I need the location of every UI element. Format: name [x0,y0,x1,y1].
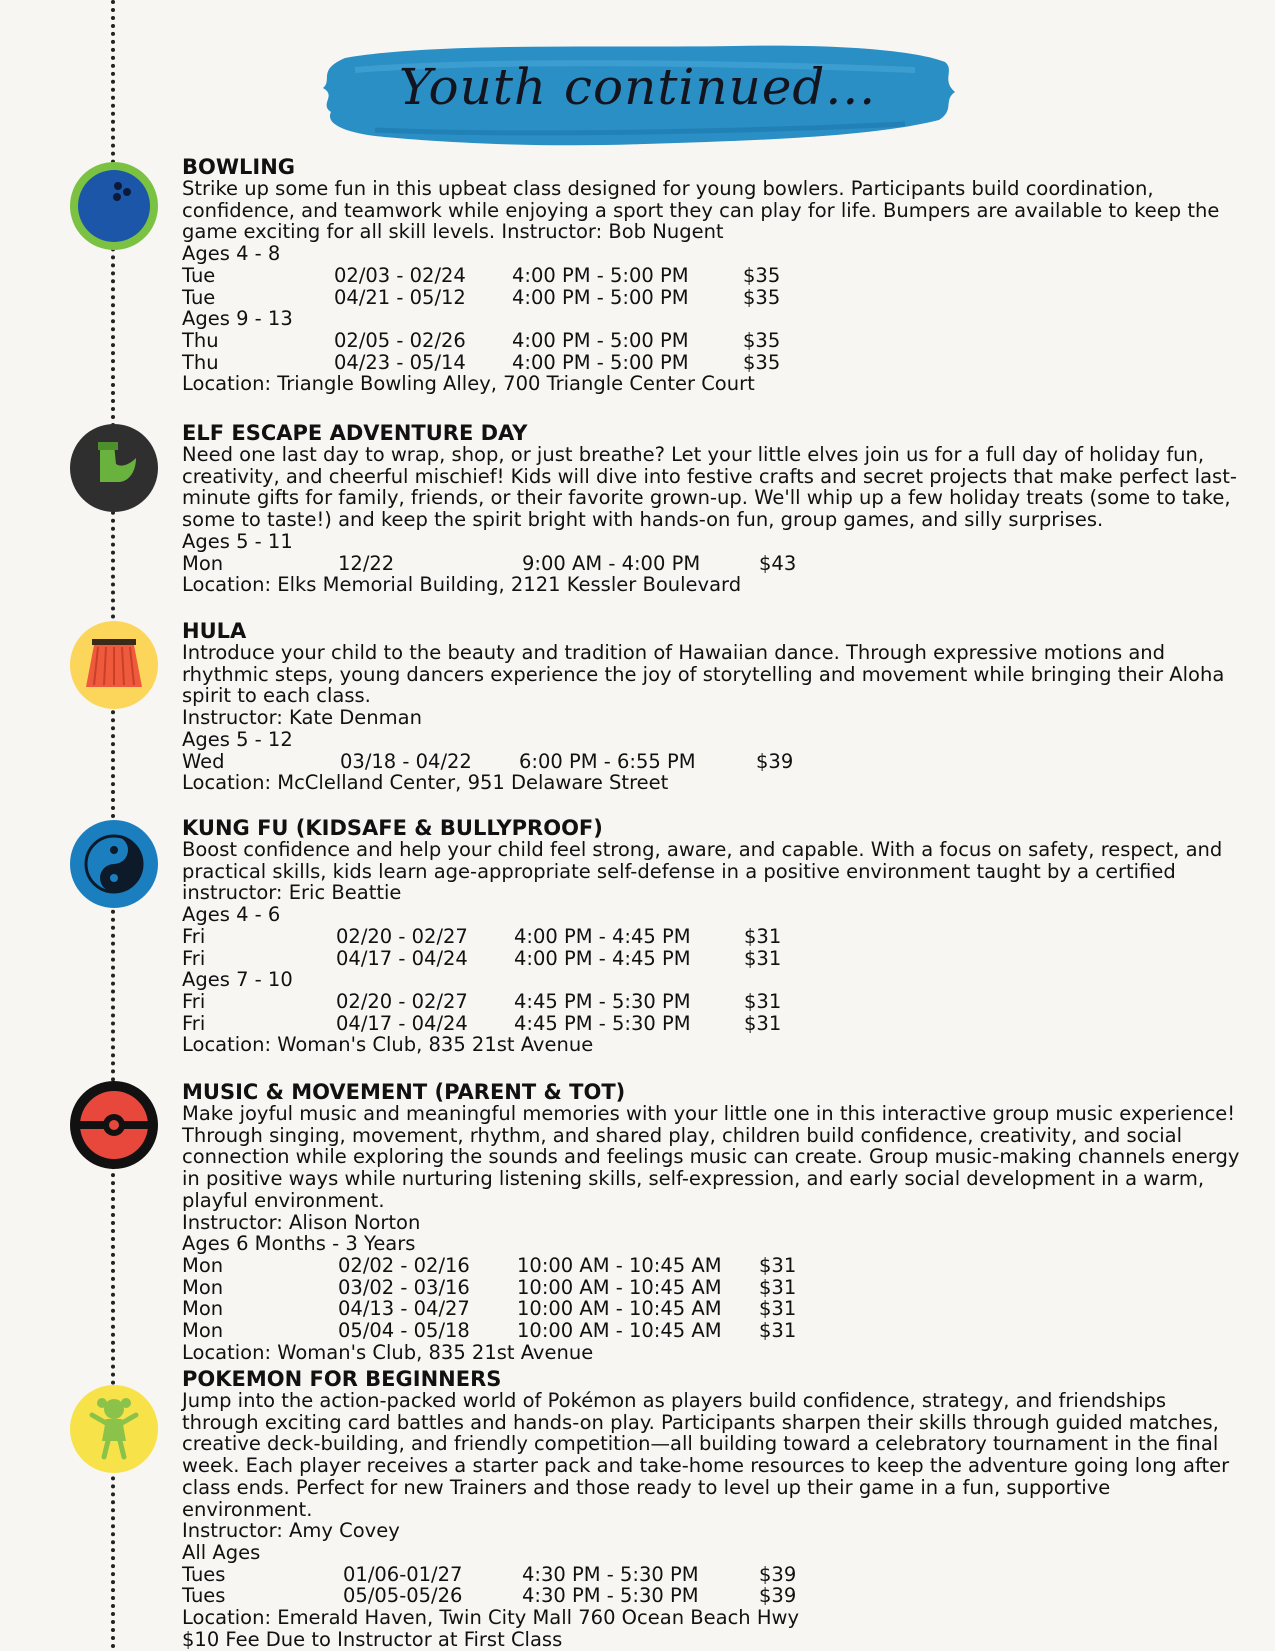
day: Mon [182,551,224,575]
class-bowling [182,156,1242,395]
dates: 02/03 - 02/24 [334,263,466,287]
schedule-row [182,751,1242,773]
dates: 01/06-01/27 [343,1562,463,1586]
banner-title: Youth continued... [398,58,877,116]
elf-boot-icon [70,424,158,512]
time: 6:00 PM - 6:55 PM [519,749,696,773]
price: $31 [759,1253,797,1277]
class-pokemon [182,1368,1242,1650]
price: $31 [759,1318,797,1342]
price: $31 [759,1275,797,1299]
day: Mon [182,1275,224,1299]
time: 4:00 PM - 5:00 PM [512,285,689,309]
location: Location: Triangle Bowling Alley, 700 Triangle Center Court [182,372,755,396]
time: 10:00 AM - 10:45 AM [517,1318,722,1342]
schedule-row [182,926,1242,948]
class-description: Introduce your child to the beauty and tradition of Hawaiian dance. Through expressive motions and rhythmic steps, young dancers experience the joy of storytelling and movement while bringing their Aloha spirit to each class. [182,641,1225,708]
location: Location: Woman's Club, 835 21st Avenue [182,1340,594,1364]
child-figure-icon [70,1385,158,1473]
price: $39 [759,1562,797,1586]
time: 4:00 PM - 5:00 PM [512,328,689,352]
time: 4:30 PM - 5:30 PM [522,1584,699,1608]
schedule-row [182,1298,1242,1320]
time: 4:00 PM - 4:45 PM [514,924,691,948]
day: Mon [182,1318,224,1342]
schedule-row [182,265,1242,287]
instructor: Instructor: Kate Denman [182,706,422,730]
dates: 02/05 - 02/26 [334,328,466,352]
day: Tues [182,1584,226,1608]
price: $31 [744,946,782,970]
dates: 05/05-05/26 [343,1584,463,1608]
location: Location: McClelland Center, 951 Delaware Street [182,771,669,795]
dates: 03/18 - 04/22 [340,749,472,773]
schedule-row [182,1585,1242,1607]
dates: 02/20 - 02/27 [336,924,468,948]
price: $35 [743,285,781,309]
schedule-row [182,352,1242,374]
schedule-row [182,1255,1242,1277]
day: Fri [182,924,206,948]
price: $31 [759,1297,797,1321]
price: $31 [744,924,782,948]
day: Mon [182,1253,224,1277]
section-banner [315,40,960,155]
age-group: Ages 9 - 13 [182,307,293,331]
class-description: Make joyful music and meaningful memories with your little one in this interactive group music experience! Through singing, movement, rhythm, and shared play, children build confidence, creativity, and social connection while exploring the sounds and feelings music can create. Group music-making channels energy in positive ways while nurturing listening skills, self-expression, and early social development in a warm, playful environment. [182,1102,1240,1212]
day: Fri [182,1011,206,1035]
class-music-movement [182,1081,1242,1363]
class-description: Jump into the action-packed world of Pokémon as players build confidence, strategy, and friendships through exciting card battles and hands-on play. Participants sharpen their skills through guided matches, creative deck-building, and friendly competition—all building toward a celebratory tournament in the final week. Each player receives a starter pack and take-home resources to keep the adventure going long after class ends. Perfect for new Trainers and those ready to level up their game in a fun, supportive environment. [182,1389,1230,1521]
price: $31 [744,1011,782,1035]
instructor: Instructor: Alison Norton [182,1210,421,1234]
dates: 02/02 - 02/16 [338,1253,470,1277]
music-disc-icon [70,1081,158,1169]
class-description: Strike up some fun in this upbeat class designed for young bowlers. Participants build coordination, confidence, and teamwork while enjoying a sport they can play for life. Bumpers are available to keep the game exciting for all skill levels. Instructor: Bob Nugent [182,177,1220,244]
location: Location: Woman's Club, 835 21st Avenue [182,1033,594,1057]
time: 4:00 PM - 4:45 PM [514,946,691,970]
location: Location: Emerald Haven, Twin City Mall 760 Ocean Beach Hwy [182,1606,800,1629]
class-kung-fu [182,817,1242,1056]
price: $35 [743,350,781,374]
instructor: Instructor: Amy Covey [182,1519,400,1543]
day: Thu [182,328,219,352]
dates: 04/17 - 04/24 [336,946,468,970]
time: 10:00 AM - 10:45 AM [517,1253,722,1277]
class-title: KUNG FU (KIDSAFE & BULLYPROOF) [182,816,603,840]
day: Thu [182,350,219,374]
age-group: Ages 4 - 8 [182,242,281,266]
dates: 04/17 - 04/24 [336,1011,468,1035]
schedule-row [182,553,1242,575]
day: Tue [182,263,216,287]
yin-yang-icon [70,820,158,908]
schedule-row [182,1320,1242,1342]
price: $43 [759,551,797,575]
time: 4:00 PM - 5:00 PM [512,263,689,287]
time: 10:00 AM - 10:45 AM [517,1297,722,1321]
dates: 02/20 - 02/27 [336,989,468,1013]
age-group: Ages 7 - 10 [182,968,293,992]
class-title: POKEMON FOR BEGINNERS [182,1367,502,1391]
class-title: HULA [182,619,247,643]
class-title: MUSIC & MOVEMENT (PARENT & TOT) [182,1080,626,1104]
age-group: Ages 5 - 12 [182,727,293,751]
price: $39 [759,1584,797,1608]
fee-note: $10 Fee Due to Instructor at First Class [182,1627,563,1651]
day: Tues [182,1562,226,1586]
time: 4:45 PM - 5:30 PM [514,1011,691,1035]
dates: 04/13 - 04/27 [338,1297,470,1321]
dates: 03/02 - 03/16 [338,1275,470,1299]
age-group: Ages 4 - 6 [182,903,281,927]
dates: 04/23 - 05/14 [334,350,466,374]
schedule-row [182,287,1242,309]
day: Mon [182,1297,224,1321]
time: 10:00 AM - 10:45 AM [517,1275,722,1299]
schedule-row [182,991,1242,1013]
schedule-row [182,330,1242,352]
class-title: BOWLING [182,155,296,179]
price: $35 [743,328,781,352]
price: $35 [743,263,781,287]
location: Location: Elks Memorial Building, 2121 Kessler Boulevard [182,573,742,597]
time: 4:45 PM - 5:30 PM [514,989,691,1013]
day: Fri [182,946,206,970]
age-group: All Ages [182,1540,261,1564]
age-group: Ages 6 Months - 3 Years [182,1232,416,1256]
age-group: Ages 5 - 11 [182,529,293,553]
schedule-row [182,948,1242,970]
class-description: Boost confidence and help your child feel strong, aware, and capable. With a focus on safety, respect, and practical skills, kids learn age-appropriate self-defense in a positive environment taught by a certified instructor: Eric Beattie [182,838,1223,905]
time: 4:30 PM - 5:30 PM [522,1562,699,1586]
time: 4:00 PM - 5:00 PM [512,350,689,374]
day: Fri [182,989,206,1013]
class-hula [182,620,1242,794]
schedule-row [182,1013,1242,1035]
dates: 05/04 - 05/18 [338,1318,470,1342]
bowling-ball-icon [70,162,158,250]
price: $39 [756,749,794,773]
class-elf-escape [182,422,1242,596]
schedule-row [182,1564,1242,1586]
class-description: Need one last day to wrap, shop, or just breathe? Let your little elves join us for a full day of holiday fun, creativity, and cheerful mischief! Kids will dive into festive crafts and secret projects that make perfect last-minute gifts for family, friends, or their favorite grown-up. We'll whip up a few holiday treats (some to take, some to taste!) and keep the spirit bright with hands-on fun, group games, and silly surprises. [182,443,1237,532]
day: Tue [182,285,216,309]
class-title: ELF ESCAPE ADVENTURE DAY [182,421,528,445]
dates: 12/22 [338,551,395,575]
time: 9:00 AM - 4:00 PM [522,551,701,575]
schedule-row [182,1277,1242,1299]
price: $31 [744,989,782,1013]
day: Wed [182,749,225,773]
dates: 04/21 - 05/12 [334,285,466,309]
hula-skirt-icon [70,621,158,709]
